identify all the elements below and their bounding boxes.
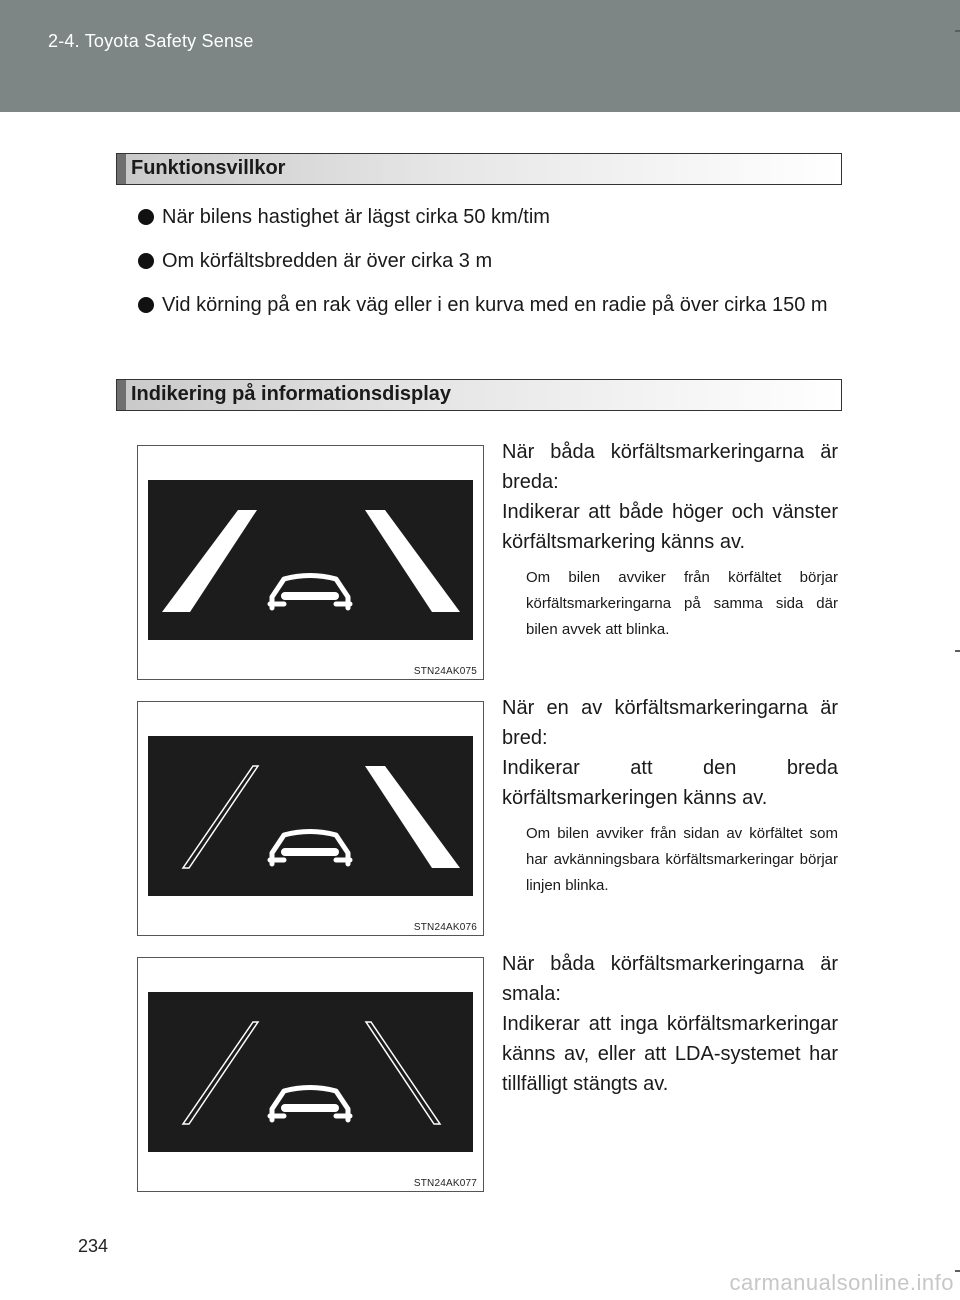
crop-mark [955,650,960,652]
figure-text: Indikerar att inga körfältsmarkeringar känns av, eller att LDA-systemet har tillfälligt stängts av. [502,1013,838,1095]
bullet-icon [138,297,154,313]
bullet-icon [138,253,154,269]
display-screen [148,736,473,896]
figure-code: STN24AK077 [413,1178,477,1189]
figure-description [502,949,838,1099]
watermark: carmanualsonline.info [729,1270,954,1295]
figure-one-wide [137,701,484,936]
right-lane-marking-wide [365,510,460,612]
conditions-heading: Funktionsvillkor [131,157,286,179]
right-lane-marking-wide [365,766,460,868]
figure-both-narrow [137,957,484,1192]
figure-title: När båda körfältsmarkeringarna är breda: [502,441,838,493]
conditions-heading-bar [116,153,842,185]
figure-note: Om bilen avviker från sidan av körfältet som har avkänningsbara körfältsmarkeringar börjar linjen blinka. [526,825,838,894]
figure-code: STN24AK075 [413,666,477,677]
figure-title: När en av körfältsmarkeringarna är bred: [502,697,838,749]
car-icon [270,1088,350,1121]
right-lane-marking-narrow [366,1022,440,1124]
condition-text: När bilens hastighet är lägst cirka 50 km/tim [162,206,550,228]
car-icon [270,832,350,865]
page-header [0,0,960,112]
crop-mark [955,30,960,32]
left-lane-marking-wide [162,510,257,612]
display-screen [148,992,473,1152]
figure-description [502,693,838,899]
figure-code: STN24AK076 [413,922,477,933]
figure-both-wide [137,445,484,680]
display-heading-bar [116,379,842,411]
condition-text: Om körfältsbredden är över cirka 3 m [162,250,493,272]
figure-note: Om bilen avviker från körfältet börjar körfältsmarkeringarna på samma sida där bilen avvek att blinka. [526,569,838,638]
crop-mark [955,1270,960,1272]
left-lane-marking-narrow [183,1022,258,1124]
figure-description [502,437,838,643]
condition-item [138,290,843,320]
bullet-icon [138,209,154,225]
section-title: 2-4. Toyota Safety Sense [48,31,254,51]
condition-item [138,202,843,232]
page-number: 234 [78,1236,109,1256]
display-screen [148,480,473,640]
display-heading: Indikering på informationsdisplay [131,383,452,405]
car-icon [270,576,350,609]
left-lane-marking-narrow [183,766,258,868]
condition-item [138,246,843,276]
heading-accent [117,154,126,184]
heading-accent [117,380,126,410]
figure-text: Indikerar att både höger och vänster körfältsmarkering känns av. [502,501,838,553]
condition-text: Vid körning på en rak väg eller i en kurva med en radie på över cirka 150 m [162,294,828,316]
figure-title: När båda körfältsmarkeringarna är smala: [502,953,838,1005]
figure-text: Indikerar att den breda körfältsmarkeringen känns av. [502,757,838,809]
